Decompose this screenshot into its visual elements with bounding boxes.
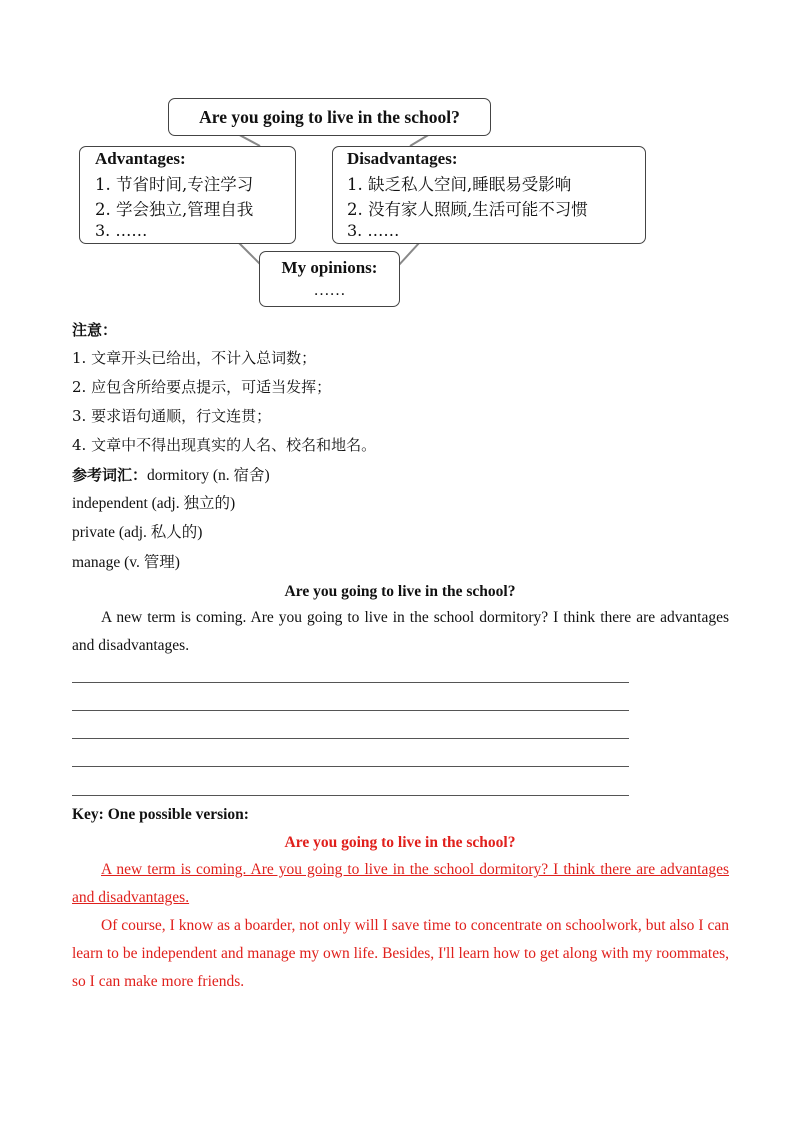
essay-opening: A new term is coming. Are you going to live in the school dormitory? I think there are advantages and disadvantages.	[72, 609, 729, 654]
connector-right-bottom	[398, 242, 420, 266]
opinions-title: My opinions:	[281, 258, 378, 277]
key-label: Key: One possible version:	[72, 806, 249, 823]
disadvantages-title: Disadvantages:	[347, 149, 458, 168]
disadvantages-item: 1. 缺乏私人空间,睡眠易受影响	[347, 175, 572, 194]
disadvantages-box	[332, 146, 646, 244]
advantages-title: Advantages:	[95, 149, 186, 168]
writing-line[interactable]	[72, 682, 629, 683]
vocab-first-line	[72, 465, 270, 486]
key-paragraph-1: A new term is coming. Are you going to live in the school dormitory? I think there are advantages and disadvantages.	[72, 861, 729, 906]
diagram-top-title: Are you going to live in the school?	[199, 107, 460, 127]
key-paragraph-2: Of course, I know as a boarder, not only will I save time to concentrate on schoolwork, but also I can learn to be independent and manage my own life. Besides, I'll learn how to get along with my roommates, so I can make more friends.	[72, 917, 729, 990]
opinions-box	[259, 251, 400, 307]
key-title: Are you going to live in the school?	[284, 834, 516, 851]
writing-line[interactable]	[72, 766, 629, 767]
advantages-item: 3. ……	[95, 221, 148, 240]
advantages-box	[79, 146, 296, 244]
note-item: 4. 文章中不得出现真实的人名、校名和地名。	[72, 436, 377, 454]
writing-line[interactable]	[72, 795, 629, 796]
vocab-item: independent (adj. 独立的)	[72, 495, 236, 512]
essay-title: Are you going to live in the school?	[284, 583, 516, 600]
note-item: 3. 要求语句通顺，行文连贯；	[72, 407, 272, 425]
opinions-body: ……	[313, 282, 346, 299]
advantages-item: 2. 学会独立,管理自我	[95, 200, 254, 219]
writing-line[interactable]	[72, 710, 629, 711]
vocab-item: dormitory (n. 宿舍)	[147, 467, 270, 484]
writing-line[interactable]	[72, 738, 629, 739]
note-item: 2. 应包含所给要点提示，可适当发挥；	[72, 378, 332, 396]
notes-heading: 注意：	[72, 321, 118, 339]
disadvantages-item: 2. 没有家人照顾,生活可能不习惯	[347, 200, 588, 219]
vocab-item: manage (v. 管理)	[72, 554, 180, 571]
vocab-item: private (adj. 私人的)	[72, 524, 203, 541]
diagram-top-box	[168, 98, 491, 136]
note-item: 1. 文章开头已给出，不计入总词数；	[72, 349, 317, 367]
advantages-item: 1. 节省时间,专注学习	[95, 175, 254, 194]
disadvantages-item: 3. ……	[347, 221, 400, 240]
vocab-heading: 参考词汇：	[72, 466, 148, 484]
